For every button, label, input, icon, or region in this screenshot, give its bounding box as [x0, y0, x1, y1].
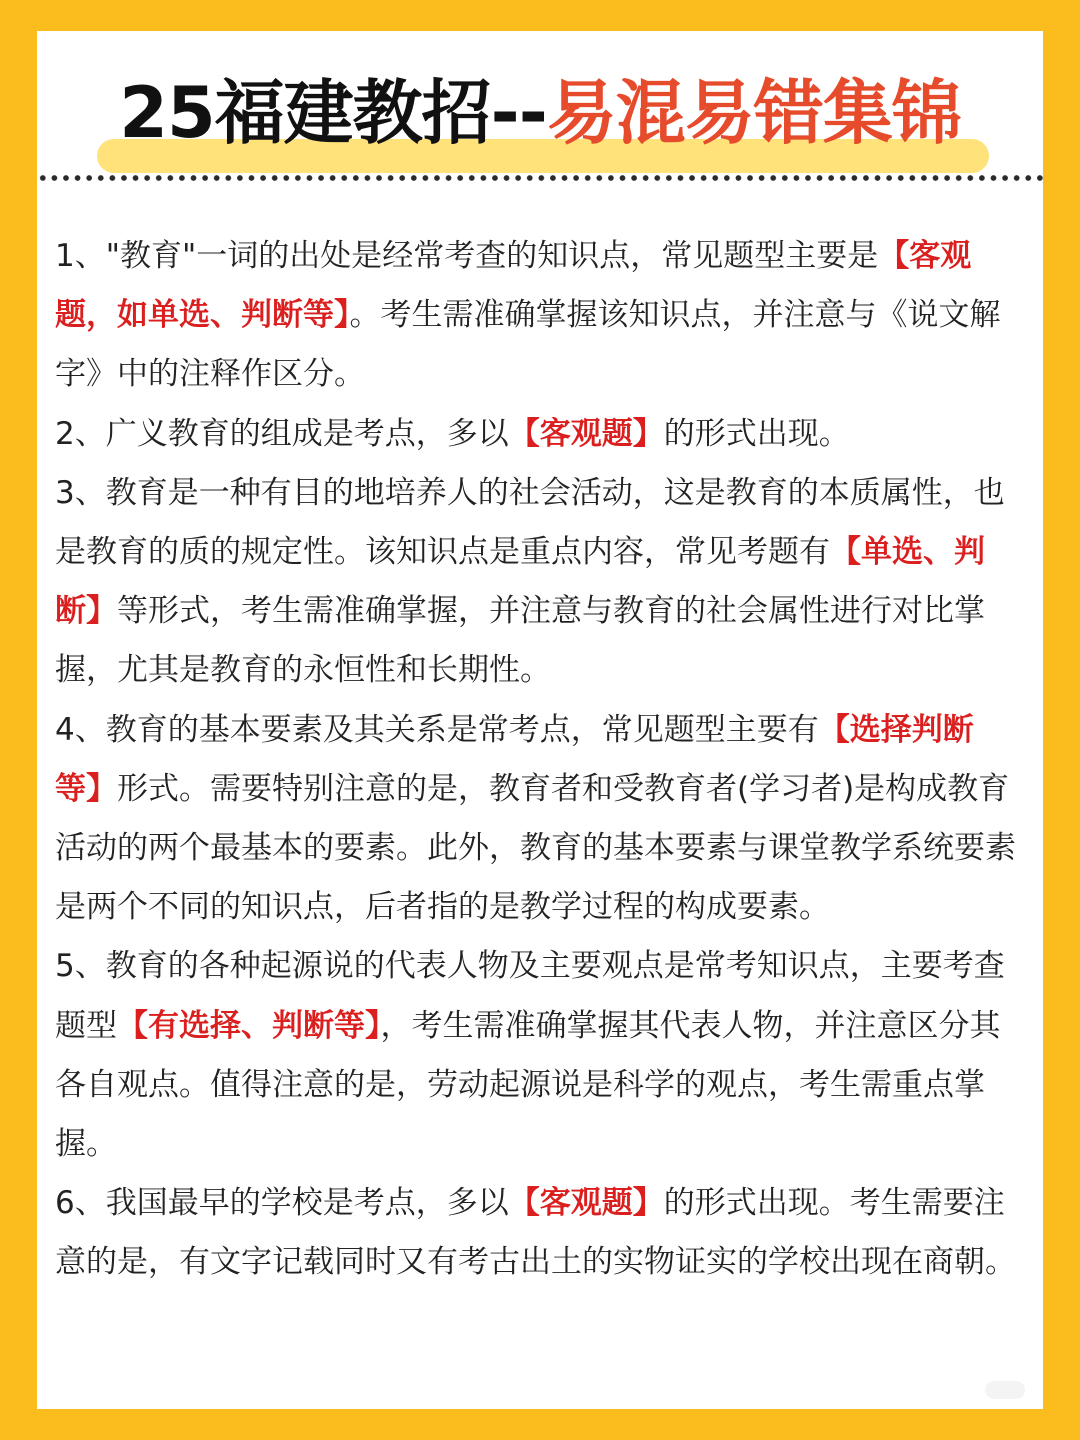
title-prefix: 25福建教招--: [119, 72, 547, 154]
highlight-text: 【客观题】: [508, 415, 664, 452]
highlight-text: 【客观题，如单选、判断等】: [55, 238, 972, 334]
list-item: [55, 701, 1017, 938]
list-item: [55, 1174, 1017, 1292]
dotted-divider: [37, 175, 1043, 181]
body-text: 4、教育的基本要素及其关系是常考点，常见题型主要有: [55, 711, 819, 748]
body-text: 形式。需要特别注意的是，教育者和受教育者(学习者)是构成教育活动的两个最基本的要素。此外，教育的基本要素与课堂教学系统要素是两个不同的知识点，后者指的是教学过程的构成要素。: [55, 770, 1016, 926]
body-text: ，考生需准确掌握其代表人物，并注意区分其各自观点。值得注意的是，劳动起源说是科学的观点，考生需重点掌握。: [55, 1007, 1001, 1163]
highlight-text: 【有选择、判断等】: [117, 1007, 381, 1044]
body-text: 6、我国最早的学校是考点，多以: [55, 1185, 509, 1222]
content-list: [55, 227, 1017, 1293]
title-area: [37, 67, 1043, 167]
body-text: 等形式，考生需准确掌握，并注意与教育的社会属性进行对比掌握，尤其是教育的永恒性和长期性。: [55, 593, 985, 689]
content-card: [37, 31, 1043, 1409]
body-text: 的形式出现。考生需要注意的是，有文字记载同时又有考古出土的实物证实的学校出现在商朝。: [55, 1185, 1016, 1281]
body-text: 5、教育的各种起源说的代表人物及主要观点是常考知识点，主要考查题型: [55, 948, 1005, 1044]
body-text: 1、"教育"一词的出处是经常考查的知识点，常见题型主要是: [55, 238, 879, 274]
body-text: 。考生需准确掌握该知识点，并注意与《说文解字》中的注释作区分。: [55, 297, 1001, 393]
body-text: 2、广义教育的组成是考点，多以: [55, 415, 509, 452]
list-item: [55, 405, 1017, 464]
highlight-text: 【单选、判断】: [55, 534, 985, 630]
list-item: [55, 227, 1017, 405]
title-suffix: 易混易错集锦: [546, 72, 961, 154]
highlight-text: 【选择判断等】: [55, 711, 974, 807]
list-item: [55, 464, 1017, 701]
watermark-icon: [985, 1381, 1025, 1399]
page-title: [37, 67, 1043, 159]
body-text: 3、教育是一种有目的地培养人的社会活动，这是教育的本质属性，也是教育的质的规定性。该知识点是重点内容，常见考题有: [55, 474, 1005, 571]
body-text: 的形式出现。: [663, 415, 850, 452]
highlight-text: 【客观题】: [508, 1185, 664, 1222]
list-item: [55, 937, 1017, 1174]
